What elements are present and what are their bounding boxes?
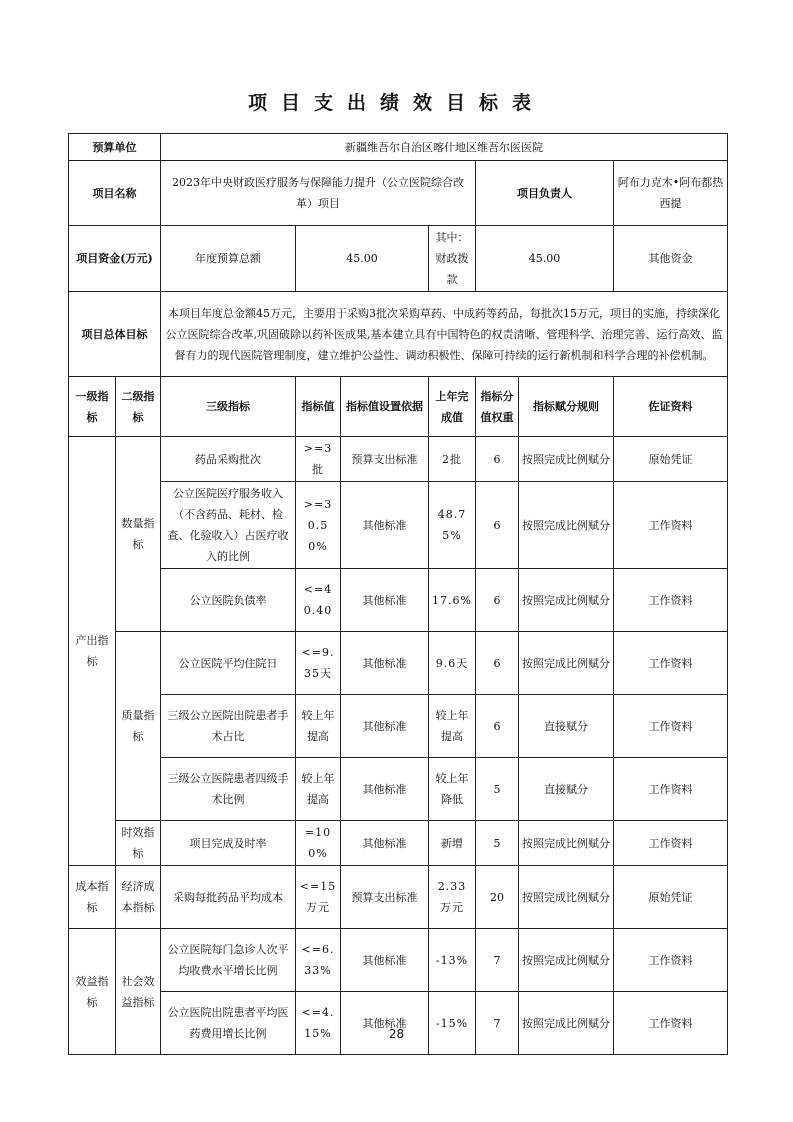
header-level2: 二级指标 <box>116 377 161 437</box>
budget-unit-value: 新疆维吾尔自治区喀什地区维吾尔医医院 <box>161 134 728 161</box>
indicator-name: 公立医院每门急诊人次平均收费水平增长比例 <box>161 929 296 992</box>
indicator-rule: 直接赋分 <box>519 758 614 821</box>
indicator-rule: 按照完成比例赋分 <box>519 821 614 866</box>
indicator-weight: 6 <box>476 569 519 632</box>
indicator-name: 公立医院出院患者平均医药费用增长比例 <box>161 992 296 1055</box>
group-quantity: 数量指标 <box>116 437 161 632</box>
group-timeliness: 时效指标 <box>116 821 161 866</box>
indicator-basis: 其他标准 <box>341 992 429 1055</box>
indicator-basis: 其他标准 <box>341 821 429 866</box>
indicator-weight: 6 <box>476 695 519 758</box>
indicator-basis: 其他标准 <box>341 758 429 821</box>
indicator-evidence: 工作资料 <box>614 992 728 1055</box>
header-last-year: 上年完成值 <box>429 377 476 437</box>
indicator-evidence: 工作资料 <box>614 632 728 695</box>
annual-budget-label: 年度预算总额 <box>161 226 296 292</box>
project-name-label: 项目名称 <box>69 161 161 226</box>
indicator-evidence: 工作资料 <box>614 482 728 569</box>
other-funds-label: 其他资金 <box>614 226 728 292</box>
overall-goal-text: 本项目年度总金额45万元，主要用于采购3批次采购草药、中成药等药品，每批次15万元，项目的实施，持续深化公立医院综合改革,巩固破除以药补医成果,基本建立具有中国特色的权责清晰、管理科学、治理完善、运行高效、监督有力的现代医院管理制度，建立维护公益性、调动积极性、保障可持续的运行新机制和科学合理的补偿机制。 <box>161 292 728 377</box>
indicator-value: 较上年提高 <box>296 758 341 821</box>
project-funds-label: 项目资金(万元) <box>69 226 161 292</box>
indicator-value: <=9.35天 <box>296 632 341 695</box>
indicator-name: 采购每批药品平均成本 <box>161 866 296 929</box>
indicator-weight: 5 <box>476 758 519 821</box>
indicator-rule: 按照完成比例赋分 <box>519 632 614 695</box>
indicator-basis: 其他标准 <box>341 569 429 632</box>
indicator-weight: 5 <box>476 821 519 866</box>
indicator-last-year: 2批 <box>429 437 476 482</box>
project-owner-label: 项目负责人 <box>476 161 614 226</box>
header-weight: 指标分值权重 <box>476 377 519 437</box>
header-value: 指标值 <box>296 377 341 437</box>
indicator-rule: 按照完成比例赋分 <box>519 929 614 992</box>
indicator-last-year: -13% <box>429 929 476 992</box>
header-basis: 指标值设置依据 <box>341 377 429 437</box>
indicator-name: 公立医院平均住院日 <box>161 632 296 695</box>
indicator-name: 项目完成及时率 <box>161 821 296 866</box>
indicator-last-year: 17.6% <box>429 569 476 632</box>
indicator-weight: 6 <box>476 437 519 482</box>
fiscal-funds-label: 其中：财政拨款 <box>429 226 476 292</box>
indicator-last-year: 2.33万元 <box>429 866 476 929</box>
indicator-last-year: 较上年提高 <box>429 695 476 758</box>
indicator-rule: 按照完成比例赋分 <box>519 482 614 569</box>
indicator-weight: 7 <box>476 992 519 1055</box>
indicator-name: 公立医院负债率 <box>161 569 296 632</box>
indicator-value: <=6.33% <box>296 929 341 992</box>
indicator-name: 公立医院医疗服务收入（不含药品、耗材、检查、化验收入）占医疗收入的比例 <box>161 482 296 569</box>
indicator-value: >=3批 <box>296 437 341 482</box>
header-level1: 一级指标 <box>69 377 116 437</box>
indicator-weight: 7 <box>476 929 519 992</box>
indicator-evidence: 工作资料 <box>614 695 728 758</box>
group-economic-cost: 经济成本指标 <box>116 866 161 929</box>
budget-unit-label: 预算单位 <box>69 134 161 161</box>
indicator-name: 药品采购批次 <box>161 437 296 482</box>
project-name-value: 2023年中央财政医疗服务与保障能力提升（公立医院综合改革）项目 <box>161 161 476 226</box>
fiscal-funds-value: 45.00 <box>476 226 614 292</box>
indicator-evidence: 原始凭证 <box>614 437 728 482</box>
indicator-evidence: 工作资料 <box>614 758 728 821</box>
indicator-value: =100% <box>296 821 341 866</box>
header-rule: 指标赋分规则 <box>519 377 614 437</box>
indicator-weight: 6 <box>476 632 519 695</box>
indicator-value: <=40.40 <box>296 569 341 632</box>
page-number: 28 <box>388 1027 405 1041</box>
page-title: 项目支出绩效目标表 <box>247 92 545 114</box>
indicator-value: 较上年提高 <box>296 695 341 758</box>
group-quality: 质量指标 <box>116 632 161 821</box>
header-evidence: 佐证资料 <box>614 377 728 437</box>
indicator-basis: 其他标准 <box>341 632 429 695</box>
indicator-last-year: 48.75% <box>429 482 476 569</box>
indicator-basis: 预算支出标准 <box>341 866 429 929</box>
indicator-last-year: 较上年降低 <box>429 758 476 821</box>
annual-budget-value: 45.00 <box>296 226 429 292</box>
indicator-rule: 按照完成比例赋分 <box>519 569 614 632</box>
group-social-benefit: 社会效益指标 <box>116 929 161 1055</box>
performance-target-table <box>68 133 728 1055</box>
indicator-value: <=4.15% <box>296 992 341 1055</box>
group-cost: 成本指标 <box>69 866 116 929</box>
indicator-name: 三级公立医院出院患者手术占比 <box>161 695 296 758</box>
indicator-last-year: -15% <box>429 992 476 1055</box>
indicator-evidence: 工作资料 <box>614 929 728 992</box>
header-level3: 三级指标 <box>161 377 296 437</box>
project-owner-value: 阿布力克木•阿布都热西提 <box>614 161 728 226</box>
group-output: 产出指标 <box>69 437 116 866</box>
indicator-rule: 直接赋分 <box>519 695 614 758</box>
indicator-value: <=15万元 <box>296 866 341 929</box>
indicator-rule: 按照完成比例赋分 <box>519 992 614 1055</box>
group-benefit: 效益指标 <box>69 929 116 1055</box>
indicator-value: >=30.50% <box>296 482 341 569</box>
indicator-last-year: 新增 <box>429 821 476 866</box>
indicator-basis: 其他标准 <box>341 482 429 569</box>
indicator-evidence: 工作资料 <box>614 821 728 866</box>
indicator-rule: 按照完成比例赋分 <box>519 866 614 929</box>
indicator-weight: 6 <box>476 482 519 569</box>
indicator-basis: 预算支出标准 <box>341 437 429 482</box>
indicator-evidence: 工作资料 <box>614 569 728 632</box>
indicator-basis: 其他标准 <box>341 695 429 758</box>
indicator-last-year: 9.6天 <box>429 632 476 695</box>
indicator-weight: 20 <box>476 866 519 929</box>
indicator-rule: 按照完成比例赋分 <box>519 437 614 482</box>
indicator-evidence: 原始凭证 <box>614 866 728 929</box>
indicator-name: 三级公立医院患者四级手术比例 <box>161 758 296 821</box>
overall-goal-label: 项目总体目标 <box>69 292 161 377</box>
indicator-basis: 其他标准 <box>341 929 429 992</box>
